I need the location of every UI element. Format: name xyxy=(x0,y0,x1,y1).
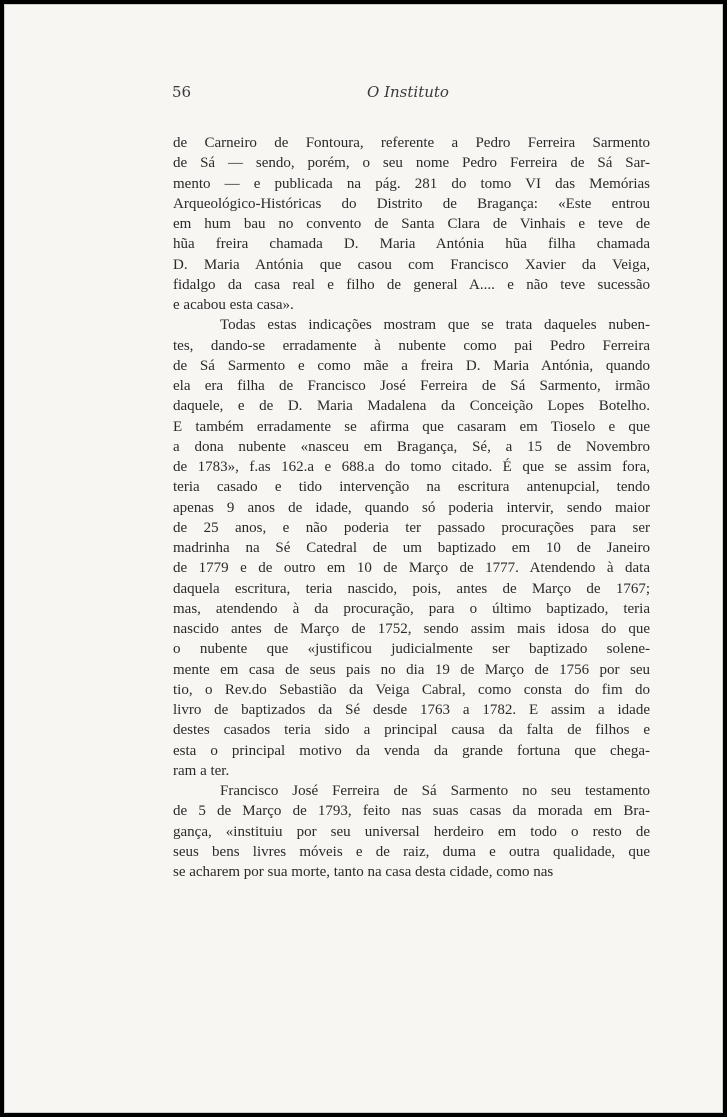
text-line: daquela escritura, teria nascido, pois, antes de Março de 1767; xyxy=(173,580,650,597)
text-line: seus bens livres móveis e de raiz, duma e outra qualidade, que xyxy=(173,843,650,860)
text-line: de Carneiro de Fontoura, referente a Pedro Ferreira Sarmento xyxy=(173,135,650,151)
text-line: nascido antes de Março de 1752, sendo assim mais idosa do que xyxy=(173,621,650,637)
book-page xyxy=(4,4,723,1113)
text-line: apenas 9 anos de idade, quando só poderia intervir, sendo maior xyxy=(173,499,650,516)
text-line: se acharem por sua morte, tanto na casa desta cidade, como nas xyxy=(173,864,554,880)
text-line: mente em casa de seus pais no dia 19 de Março de 1756 por seu xyxy=(173,661,650,678)
text-line: destes casados teria sido a principal causa da falta de filhos e xyxy=(173,722,650,739)
paragraph xyxy=(173,133,650,315)
body-text xyxy=(173,133,650,882)
page-header xyxy=(172,83,644,103)
text-line: de 1779 e de outro em 10 de Março de 1777. Atendendo à data xyxy=(173,560,650,577)
text-line: D. Maria Antónia que casou com Francisco Xavier da Veiga, xyxy=(173,256,650,273)
text-line: tio, o Rev.do Sebastião da Veiga Cabral, como consta do fim do xyxy=(173,681,650,698)
text-line: a dona nubente «nasceu em Bragança, Sé, a 15 de Novembro xyxy=(173,438,650,455)
running-title: O Instituto xyxy=(367,83,449,101)
text-line: fidalgo da casa real e filho de general A.... e não teve sucessão xyxy=(173,276,650,293)
text-line: Francisco José Ferreira de Sá Sarmento no seu testamento xyxy=(220,783,650,799)
text-line: madrinha na Sé Catedral de um baptizado em 10 de Janeiro xyxy=(173,540,650,556)
text-line: mas, atendendo à da procuração, para o último baptizado, teria xyxy=(173,600,650,617)
text-line: Arqueológico-Históricas do Distrito de Bragança: «Este entrou xyxy=(173,195,650,212)
text-line: ela era filha de Francisco José Ferreira de Sá Sarmento, irmão xyxy=(173,378,650,394)
text-line: em hum bau no convento de Santa Clara de Vinhais e teve de xyxy=(173,216,650,232)
text-line: ram a ter. xyxy=(173,762,230,779)
text-line: livro de baptizados da Sé desde 1763 a 1782. E assim a idade xyxy=(173,702,650,718)
text-line: o nubente que «justificou judicialmente ser baptizado solene- xyxy=(173,641,650,658)
paragraph xyxy=(173,315,650,781)
text-line: mento — e publicada na pág. 281 do tomo VI das Memórias xyxy=(173,175,650,192)
text-line: hũa freira chamada D. Maria Antónia hũa filha chamada xyxy=(173,236,650,253)
text-line: gança, «instituiu por seu universal herdeiro em todo o resto de xyxy=(173,823,650,840)
text-line: tes, dando-se erradamente à nubente como pai Pedro Ferreira xyxy=(173,337,650,354)
text-line: de Sá Sarmento e como mãe a freira D. Maria Antónia, quando xyxy=(173,357,650,374)
page-number: 56 xyxy=(172,83,192,101)
text-line: de 25 anos, e não poderia ter passado procurações para ser xyxy=(173,519,650,536)
text-line: esta o principal motivo da venda da grande fortuna que chega- xyxy=(173,742,650,759)
text-line: Todas estas indicações mostram que se trata daqueles nuben- xyxy=(220,317,650,334)
text-line: teria casado e tido intervenção na escritura antenupcial, tendo xyxy=(173,479,650,496)
text-line: E também erradamente se afirma que casaram em Tioselo e que xyxy=(173,418,650,435)
paragraph xyxy=(173,781,650,882)
text-line: de 1783», f.as 162.a e 688.a do tomo citado. É que se assim fora, xyxy=(173,459,650,475)
text-line: e acabou esta casa». xyxy=(173,297,294,313)
text-line: de Sá — sendo, porém, o seu nome Pedro Ferreira de Sá Sar- xyxy=(173,155,650,172)
text-line: daquele, e de D. Maria Madalena da Conceição Lopes Botelho. xyxy=(173,398,650,415)
text-line: de 5 de Março de 1793, feito nas suas casas da morada em Bra- xyxy=(173,803,650,820)
